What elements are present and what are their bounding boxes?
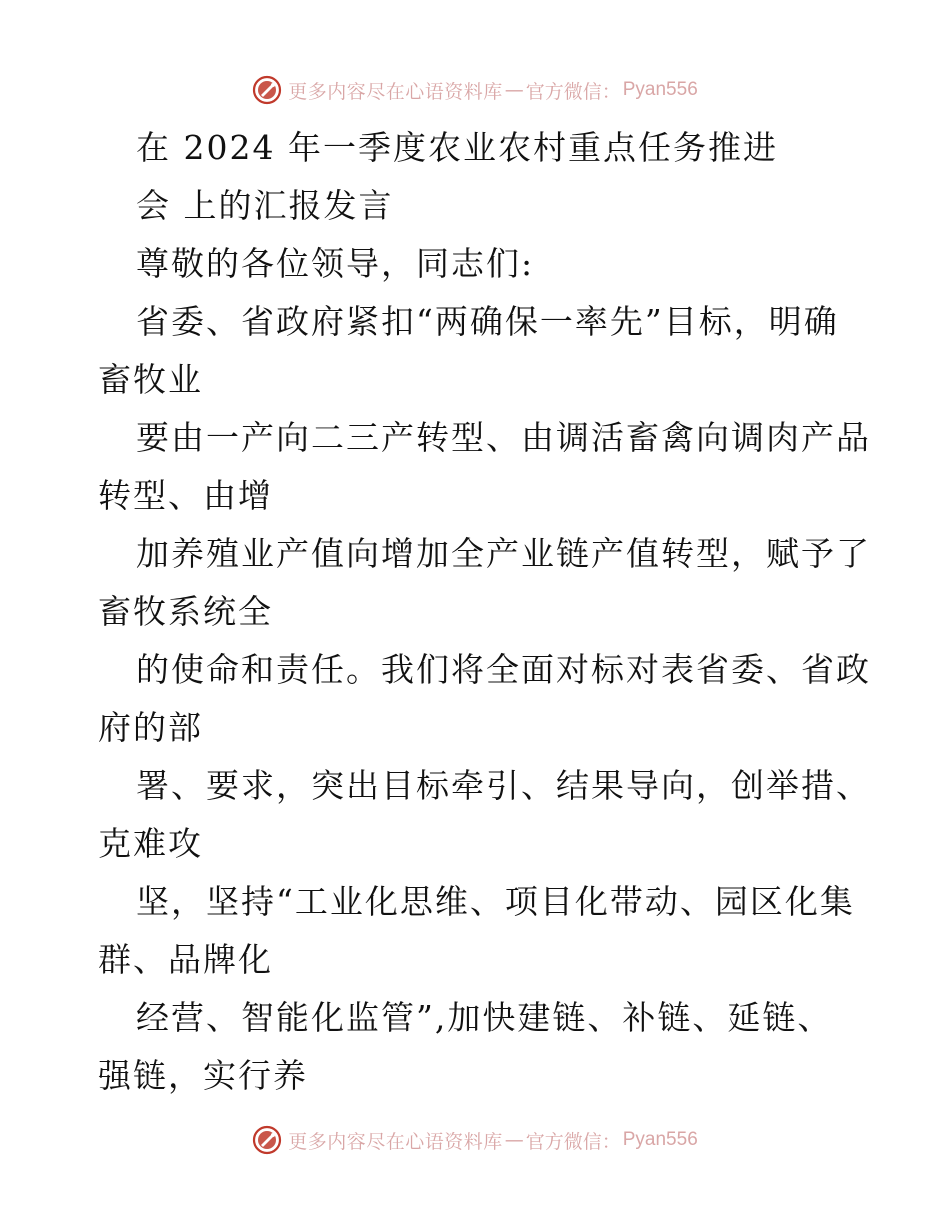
watermark-main-text: 更多内容尽在心语资料库 <box>288 80 503 103</box>
text-line: 在 2024 年一季度农业农村重点任务推进 <box>136 128 778 167</box>
text-line: 加养殖业产值向增加全产业链产值转型，赋予了 <box>136 534 871 573</box>
text-line: 畜牧系统全 <box>98 592 273 631</box>
text-line: 要由一产向二三产转型、由调活畜禽向调肉产品 <box>136 418 871 457</box>
text-line: 府的部 <box>98 708 203 747</box>
text-line: 畜牧业 <box>98 360 203 399</box>
text-line: 群、品牌化 <box>98 940 273 979</box>
watermark-wechat-id: Pyan556 <box>622 79 698 100</box>
text-line: 会 上的汇报发言 <box>136 186 394 225</box>
text-line: 署、要求，突出目标牵引、结果导向，创举措、 <box>136 766 871 805</box>
red-seal-logo-icon <box>252 1125 282 1155</box>
watermark-dash: — <box>504 1129 524 1151</box>
text-line: 转型、由增 <box>98 476 273 515</box>
footer-watermark <box>0 1120 950 1160</box>
watermark-dash: — <box>504 79 524 101</box>
text-line: 尊敬的各位领导，同志们: <box>136 244 535 283</box>
watermark-wechat-label: 官方微信： <box>525 1130 621 1153</box>
text-line: 克难攻 <box>98 824 203 863</box>
text-line: 强链，实行养 <box>98 1056 308 1095</box>
red-seal-logo-icon <box>252 75 282 105</box>
watermark-wechat-id: Pyan556 <box>622 1129 698 1150</box>
header-watermark <box>0 70 950 110</box>
text-line: 省委、省政府紧扣“两确保一率先”目标，明确 <box>136 302 839 341</box>
watermark-main-text: 更多内容尽在心语资料库 <box>288 1130 503 1153</box>
text-line: 坚，坚持“工业化思维、项目化带动、园区化集 <box>136 882 855 921</box>
text-line: 经营、智能化监管”,加快建链、补链、延链、 <box>136 998 833 1037</box>
watermark-wechat-label: 官方微信： <box>525 80 621 103</box>
text-line: 的使命和责任。我们将全面对标对表省委、省政 <box>136 650 871 689</box>
